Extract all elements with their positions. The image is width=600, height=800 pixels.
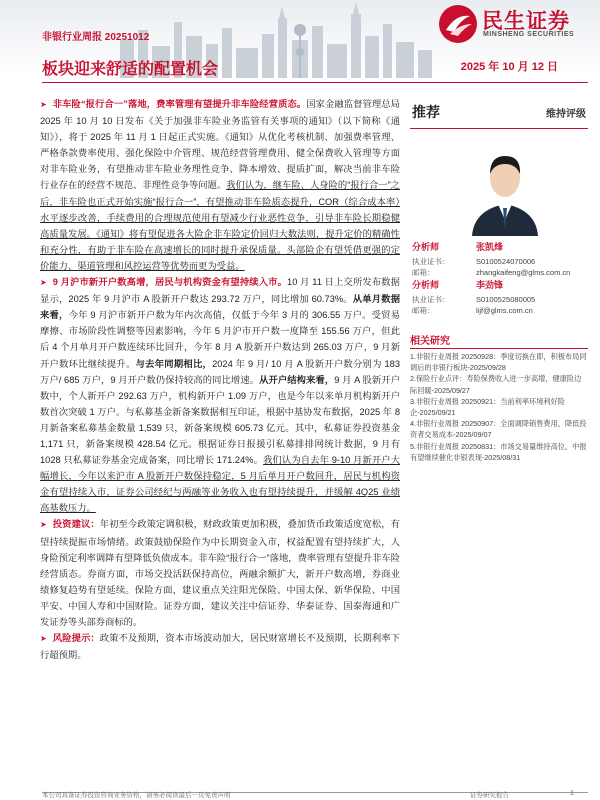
brand-logo: [436, 4, 600, 44]
related-research-link[interactable]: 2.保险行业点评：寿险保费收入进一步高增，健康险边际回暖-2025/09/27: [410, 374, 582, 395]
analyst-email-link[interactable]: zhangkaifeng@glms.com.cn: [476, 268, 571, 277]
analyst-role: 分析师: [412, 280, 440, 290]
paragraph-underlined: 我们认为，继车险、人身险的“报行合一”之后，非车险也正式开始实施“报行合一”，有望推动非车险质态提升，COR（综合成本率）水平逐步改善，手续费用的合理规范使用有望减少行业恶性竞争，引导非车险长期稳健高质量发展。《通知》将有望促进各大险企非车险定价回归大数法则，提升定价的精确性和充分性，有助于非车险在高速增长的同时提升承保质量。头部险企有望凭借更强的定价能力、渠道管理和风控运营等优势而更为受益。: [40, 180, 400, 271]
paragraph-text: 9 月 A 股新开户数中，个人新开户 292.63 万户，机构新开户 1.09 万户，也是今年以来单月机构新开户数首次突破 1 万户。与私募基金新备案数据相互印证，根据中基协发布数据，2025 年 8 月新备案私募基金数量 1,539 只，新备案规模 605.73 亿元。其中，私募证券投资基金 1,171 只，新备案规模 428.54 亿元。根据证券日报援引私募排排网统计数据，9 月有 1028 只私募证券基金完成备案，同比增长 171.24%。: [40, 374, 400, 466]
analyst-name: 张凯烽: [476, 242, 504, 252]
report-series: 非银行业周报 20251012: [42, 32, 150, 43]
bullet-arrow-icon: ➤: [40, 100, 47, 109]
paragraph-emphasis: 从单月数据来看，: [40, 294, 400, 321]
page-title: 板块迎来舒适的配置机会: [42, 61, 219, 78]
rating-row: [410, 96, 588, 129]
paragraph-risk-warning: [40, 630, 400, 663]
paragraph-investment-advice: [40, 516, 400, 630]
paragraph-text: 2024 年 9 月/ 10 月 A 股新开户数分别为 183 万户/ 685 万户，9 月开户数仍保持较高的同比增速。: [40, 358, 400, 385]
paragraph-text: 年初至今政策定调积极，财政政策更加积极，叠加货币政策适度宽松，有望持续提振市场情绪。政策鼓励保险作为中长期资金入市，权益配置有望持续扩大，人身险预定利率调降有望降低负债成本。非车险“报行合一”落地，费率管理有望提升非车险经营质态。券商方面，市场交投活跃保持高位，两融余额扩大，新开户数高增，券商业绩修复趋势有望延续。保险方面，建议重点关注阳光保险、中国太保、新华保险、中国平安、中国人寿和中国财险。证券方面，建议关注中信证券、华泰证券、国泰海通和广发证券等头部券商标的。: [40, 519, 400, 627]
analyst-photo: [468, 140, 542, 236]
paragraph-emphasis: 从开户结构来看，: [259, 374, 335, 385]
footer-doc-type: 证券研究报告: [470, 792, 509, 799]
header-divider: [42, 82, 588, 83]
rating-status: 维持评级: [546, 109, 586, 120]
analyst-email-link[interactable]: lijf@glms.com.cn: [476, 306, 533, 315]
logo-text-cn: 民生证券: [482, 10, 570, 33]
report-date: 2025 年 10 月 12 日: [460, 61, 558, 73]
related-research-title: 相关研究: [410, 332, 588, 349]
related-research-link[interactable]: 4.非银行业周报 20250907：全面调降销售费用，降低投资者交易成本-2025/09/07: [410, 419, 587, 440]
paragraph-lead: 非车险“报行合一”落地，费率管理有望提升非车险经营质态。: [52, 99, 307, 109]
bullet-arrow-icon: ➤: [40, 634, 47, 644]
paragraph-text: 政策不及预期，资本市场波动加大，居民财富增长不及预期，长期利率下行超预期。: [40, 633, 400, 661]
header-banner: [0, 0, 600, 78]
rating-box: [410, 96, 588, 129]
analyst-role: 分析师: [412, 242, 440, 252]
related-research-link[interactable]: 5.非银行业周报 20250831：市场交易量维持高位，中报有望继续催化非银表现-2025/08/31: [410, 441, 587, 462]
main-content: [40, 96, 400, 663]
footer-disclaimer: 本公司具备证券投资咨询业务资格，请务必阅读最后一页免责声明: [42, 792, 231, 799]
paragraph-lead: 风险提示：: [52, 633, 100, 644]
paragraph-text: 国家金融监督管理总局 2025 年 10 月 10 日发布《关于加强非车险业务监管有关事项的通知》（以下简称《通知》），将于 2025 年 11 月 1 日起正式实施。《通知》从优化考核机制、加强费率管理、严格条款费率使用、强化保险中介管理、规范经营管理费用、健全保费收入管理等方面对非车险业务，有望推动非车险业务理性竞争、降本增效、提质扩面，解决当前非车险行业存在的经营不规范、非理性竞争等问题。: [40, 99, 400, 191]
rating-label: 推荐: [412, 104, 440, 120]
paragraph-lead: 投资建议：: [52, 519, 100, 530]
bullet-arrow-icon: ➤: [40, 520, 47, 530]
mail-label: 邮箱：: [412, 268, 435, 277]
paragraph-emphasis: 与去年同期相比，: [135, 358, 213, 369]
cert-label: 执业证书：: [412, 295, 450, 304]
cert-number: S0100525080005: [476, 295, 536, 304]
paragraph-non-auto-insurance: [40, 96, 400, 274]
analyst-name: 李劲锋: [476, 280, 504, 290]
bullet-arrow-icon: ➤: [40, 278, 47, 288]
mail-label: 邮箱：: [412, 306, 435, 315]
paragraph-underlined: 我们认为自去年 9-10 月新开户大幅增长，今年以来沪市 A 股新开户数保持稳定，5 月后单月开户数回升，居民与机构资金有望持续入市，证券公司经纪与两融等业务收入也有望持续提升，并缓解 4Q25 业绩高基数压力。: [40, 455, 400, 514]
related-research-link[interactable]: 1.非银行业周报 20250928：季度切换在即，积极布局同调后的非银行板块-2025/09/28: [410, 352, 587, 373]
cert-number: S0100524070006: [476, 257, 536, 266]
related-research-list: [410, 351, 588, 463]
page-number: 1: [570, 790, 574, 797]
logo-text-en: MINSHENG SECURITIES: [483, 31, 575, 38]
cert-label: 执业证书：: [412, 257, 450, 266]
related-research-link[interactable]: 3.非银行业周报 20250921：当前利率环境利好险企-2025/09/21: [410, 396, 565, 418]
paragraph-lead: 9 月沪市新开户数高增，居民与机构资金有望持续入市。: [52, 277, 288, 288]
logo-mark-icon: [438, 4, 478, 44]
analyst-card-1: [410, 242, 588, 278]
analyst-card-2: [410, 280, 588, 316]
paragraph-text: 今年 9 月沪市新开户数为年内次高值，仅低于今年 3 月的 306.55 万户。受贸易摩擦、市场阶段性调整等因素影响，今年 5 月沪市开户数一度降至 155.56 万户，但此后 4 个月单月开户数连续环比回升，今年 8 月 A 股新开户数达到 265.03 万户，9 月新开户数环比继续提升。: [40, 310, 400, 369]
paragraph-new-accounts: [40, 274, 400, 516]
paragraph-text: 10 月 11 日上交所发布数据显示，2025 年 9 月沪市 A 股新开户数达 293.72 万户，同比增加 60.73%。: [40, 277, 400, 305]
